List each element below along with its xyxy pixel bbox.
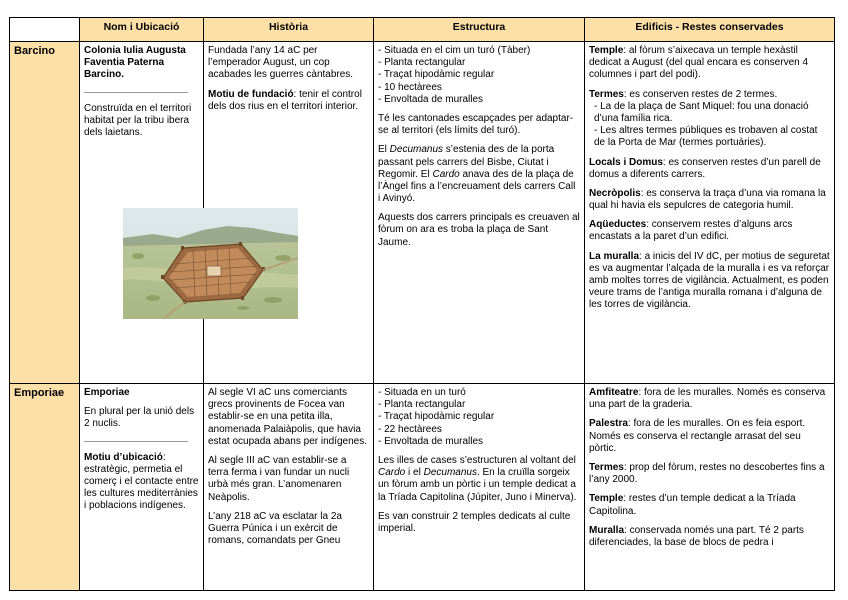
city-full-name: Colonia Iulia Augusta Faventia Paterna Barcino.: [84, 45, 186, 81]
structure-item: - 10 hectàrees: [378, 81, 442, 93]
structure-cell: [374, 42, 585, 384]
structure-item: - Planta rectangular: [378, 57, 466, 69]
remains-cell: Amfiteatre: fora de les muralles. Només es conserva una part de la graderia. Palestra: fora de les muralles. On es feia esport. Només es conserva el rectangle arrasat del seu pòrtic. Termes: prop del fòrum, restes no descobertes fins a l’any 2000. Temple: restes d’un temple dedicat a la Tríada Capitolina. Muralla: conservada només una part. Té 2 parts diferenciades, la base de blocs de pedra i: [585, 384, 835, 591]
place-emporiae: Emporiae: [10, 384, 80, 591]
city-full-name: Emporiae: [84, 387, 130, 398]
structure-item: - Situada en el cim un turó (Tàber): [378, 45, 531, 56]
table-row: [10, 384, 835, 591]
header-history: Història: [204, 18, 374, 42]
header-row: [10, 18, 835, 42]
structure-text: El Decumanus s’estenia des de la porta passant pels carrers del Bisbe, Ciutat i Regomir. El Cardo anava des de la plaça de l’Àngel fins a l’encreuament dels carrers Call i Avinyó.: [378, 144, 576, 205]
structure-text: Té les cantonades escapçades per adaptar-se al territori (els límits del turó).: [378, 112, 574, 137]
place-barcino: Barcino: [10, 42, 80, 384]
city-desc: Construïda en el territori habitat per la tribu ibera dels laietans.: [84, 102, 192, 138]
divider: [84, 92, 188, 93]
structure-cell: - Situada en un turó - Planta rectangular - Traçat hipodàmic regular - 22 hectàrees - Envoltada de muralles Les illes de cases s’estructuren al voltant del Cardo i el Decumanus. En la cruïlla sorgeix un fòrum amb un pòrtic i un temple dedicat a la Tríada Capitolina (Júpiter, Juno i Minerva). Es van construir 2 temples dedicats al culte imperial.: [374, 384, 585, 591]
remains-cell: Temple: al fòrum s’aixecava un temple hexàstil dedicat a August (del qual encara es conserven 4 columnes i part del podi). Termes: es conserven restes de 2 termes. - La de la plaça de Sant Miquel: fou una donació d’una família rica. - Les altres termes públiques es trobaven al costat de la Porta de Mar (termes portuàries). Locals i Domus: es conserven restes d’un parell de domus a diferents carrers. Necròpolis: es conserva la traça d’una via romana la qual hi havia els sepulcres de categoria humil. Aqüeductes: conservem restes d’alguns arcs encastats a la paret d’un edifici. La muralla: a inicis del IV dC, per motius de seguretat es va augmentar l’alçada de la muralla i es va reforçar amb moltes torres de vigilància. Actualment, es poden veure trams de l’antiga muralla romana i d’alguna de les torres de vigilància.: [585, 42, 835, 384]
motiu-text: : tenir el control dels dos rius en el territori interior.: [208, 88, 362, 112]
barcino-illustration: [123, 208, 298, 319]
structure-text: Aquests dos carrers principals es creuaven al fòrum on ara es troba la plaça de Sant Jaume.: [378, 212, 580, 248]
header-structure: Estructura: [374, 18, 585, 42]
structure-item: - Envoltada de muralles: [378, 93, 484, 105]
structure-item: - Traçat hipodàmic regular: [378, 69, 495, 81]
history-text: Fundada l’any 14 aC per l’emperador August, un cop acabades les guerres càntabres.: [208, 45, 354, 81]
name-cell: Emporiae En plural per la unió dels 2 nuclis. Motiu d’ubicació: estratègic, permetia el comerç i el contacte entre les cultures mediterrànies i poblacions indígenes.: [80, 384, 204, 591]
motiu-label: Motiu de fundació: [208, 88, 294, 100]
header-corner: [10, 18, 80, 42]
history-cell: Al segle VI aC uns comerciants grecs provinents de Focea van establir-se en una petita illa, anomenada Palaiàpolis, que havia estat ocupada abans per indígenes. Al segle III aC van establir-se a terra ferma i van fundar un nucli urbà més gran. L’anomenaren Neàpolis. L’any 218 aC va esclatar la 2a Guerra Púnica i un exèrcit de romans, comandats per Gneu: [204, 384, 374, 591]
divider: [84, 441, 188, 442]
header-name: Nom i Ubicació: [80, 18, 204, 42]
header-remains: Edificis - Restes conservades: [585, 18, 835, 42]
